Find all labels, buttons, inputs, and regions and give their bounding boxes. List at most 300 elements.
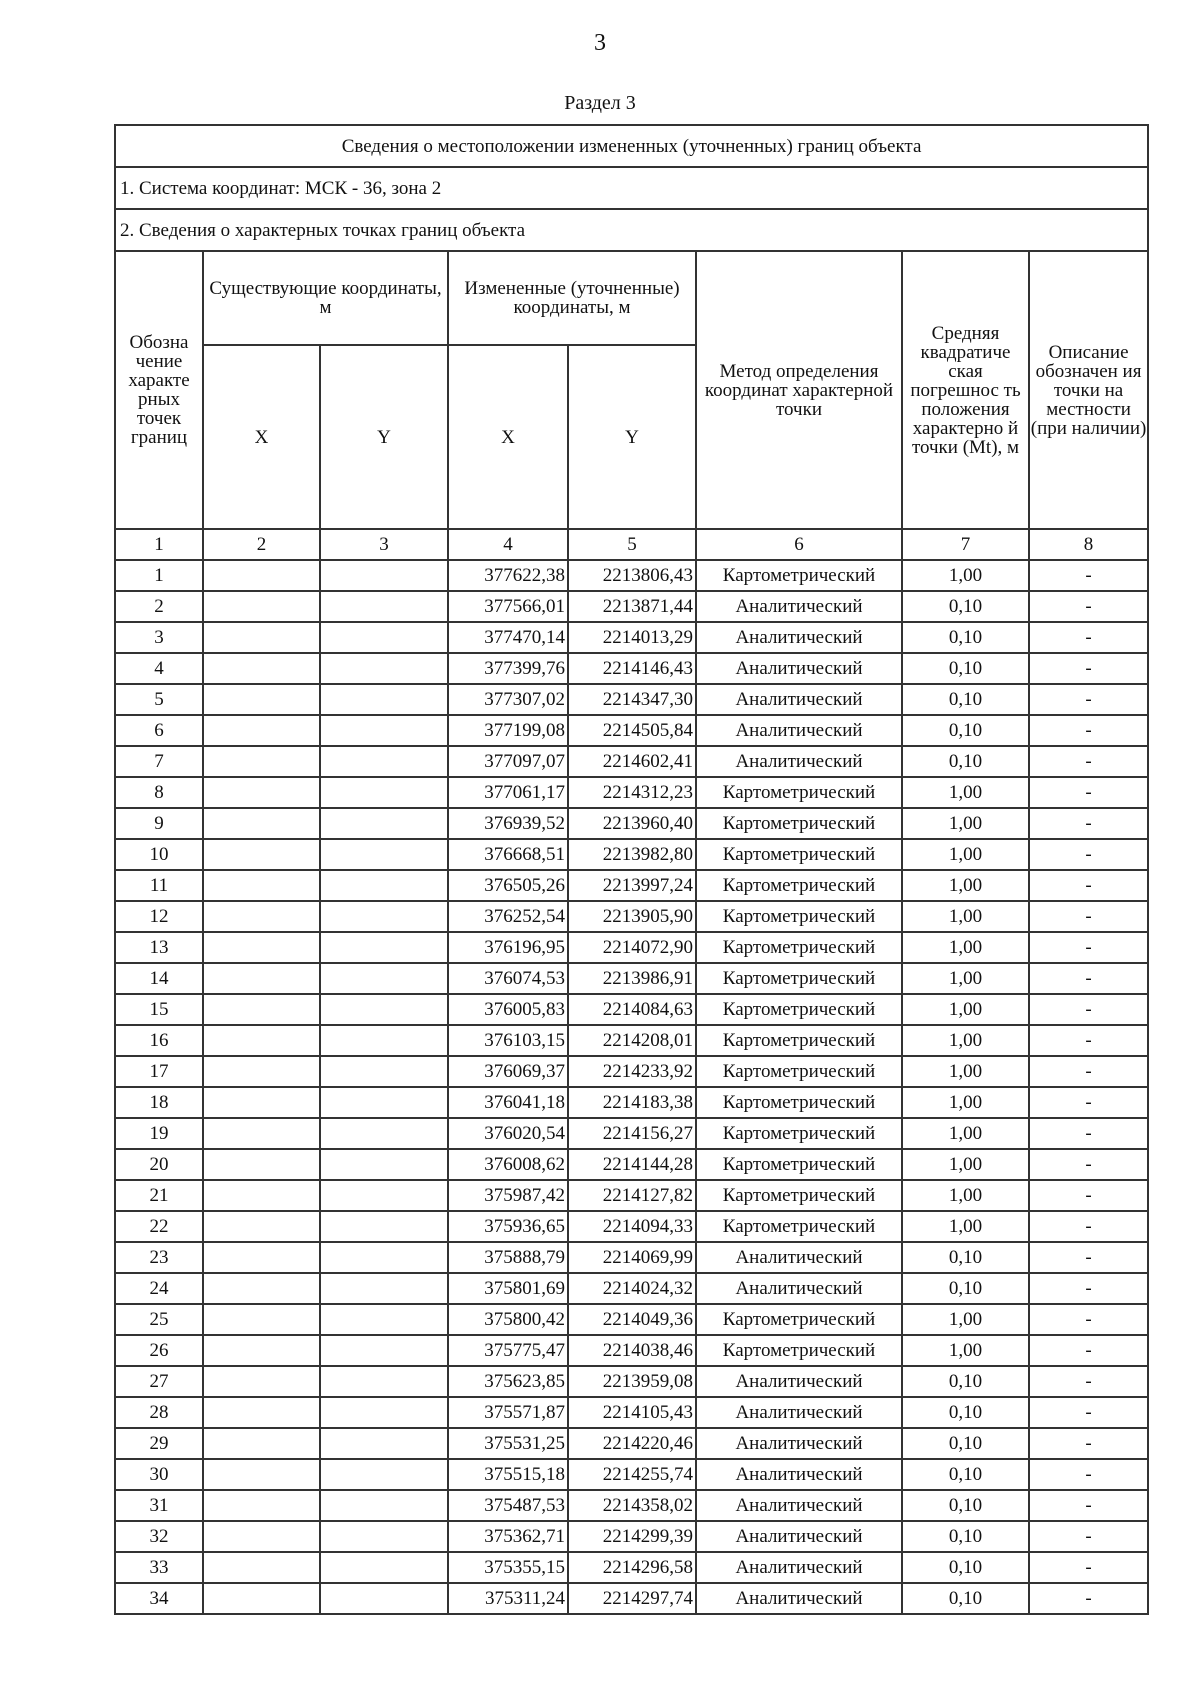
point-number-cell: 3 [115, 622, 203, 653]
description-cell: - [1029, 901, 1148, 932]
point-number-cell: 9 [115, 808, 203, 839]
point-number-cell: 29 [115, 1428, 203, 1459]
method-cell: Аналитический [696, 684, 902, 715]
table-row [115, 560, 1148, 591]
boundary-points-table [114, 124, 1149, 1615]
changed-x-cell: 376074,53 [448, 963, 568, 994]
description-cell: - [1029, 1087, 1148, 1118]
existing-x-cell [203, 653, 320, 684]
mean-square-error-cell: 1,00 [902, 1304, 1029, 1335]
existing-x-cell [203, 1273, 320, 1304]
method-cell: Аналитический [696, 1366, 902, 1397]
point-number-cell: 25 [115, 1304, 203, 1335]
point-number-cell: 12 [115, 901, 203, 932]
existing-y-cell [320, 1242, 448, 1273]
method-cell: Картометрический [696, 932, 902, 963]
existing-x-cell [203, 1583, 320, 1614]
changed-x-cell: 377622,38 [448, 560, 568, 591]
changed-y-cell: 2214296,58 [568, 1552, 696, 1583]
existing-x-cell [203, 560, 320, 591]
point-number-cell: 15 [115, 994, 203, 1025]
changed-y-cell: 2214208,01 [568, 1025, 696, 1056]
header-description: Описание обозначен ия точки на местности (при наличии) [1029, 251, 1148, 529]
description-cell: - [1029, 622, 1148, 653]
mean-square-error-cell: 0,10 [902, 1397, 1029, 1428]
mean-square-error-cell: 1,00 [902, 1211, 1029, 1242]
changed-x-cell: 376939,52 [448, 808, 568, 839]
table-row [115, 1521, 1148, 1552]
mean-square-error-cell: 1,00 [902, 1149, 1029, 1180]
method-cell: Картометрический [696, 1335, 902, 1366]
description-cell: - [1029, 870, 1148, 901]
description-cell: - [1029, 839, 1148, 870]
mean-square-error-cell: 1,00 [902, 777, 1029, 808]
column-number: 8 [1029, 529, 1148, 560]
changed-y-cell: 2214358,02 [568, 1490, 696, 1521]
method-cell: Картометрический [696, 1056, 902, 1087]
point-number-cell: 14 [115, 963, 203, 994]
existing-x-cell [203, 1242, 320, 1273]
table-row [115, 746, 1148, 777]
point-number-cell: 2 [115, 591, 203, 622]
existing-y-cell [320, 932, 448, 963]
changed-x-cell: 375800,42 [448, 1304, 568, 1335]
changed-y-cell: 2214144,28 [568, 1149, 696, 1180]
changed-y-cell: 2214127,82 [568, 1180, 696, 1211]
table-title: Сведения о местоположении измененных (уточненных) границ объекта [115, 125, 1148, 167]
mean-square-error-cell: 0,10 [902, 591, 1029, 622]
mean-square-error-cell: 1,00 [902, 870, 1029, 901]
mean-square-error-cell: 0,10 [902, 1273, 1029, 1304]
mean-square-error-cell: 1,00 [902, 994, 1029, 1025]
method-cell: Картометрический [696, 1304, 902, 1335]
mean-square-error-cell: 1,00 [902, 1025, 1029, 1056]
existing-y-cell [320, 870, 448, 901]
table-row [115, 1428, 1148, 1459]
changed-y-cell: 2214255,74 [568, 1459, 696, 1490]
description-cell: - [1029, 1056, 1148, 1087]
existing-y-cell [320, 1025, 448, 1056]
existing-y-cell [320, 560, 448, 591]
existing-y-cell [320, 1521, 448, 1552]
changed-y-cell: 2213871,44 [568, 591, 696, 622]
mean-square-error-cell: 1,00 [902, 1118, 1029, 1149]
table-row [115, 1118, 1148, 1149]
method-cell: Аналитический [696, 591, 902, 622]
existing-y-cell [320, 1087, 448, 1118]
changed-x-cell: 376668,51 [448, 839, 568, 870]
table-row [115, 994, 1148, 1025]
changed-x-cell: 375936,65 [448, 1211, 568, 1242]
mean-square-error-cell: 0,10 [902, 684, 1029, 715]
changed-y-cell: 2214013,29 [568, 622, 696, 653]
changed-x-cell: 376196,95 [448, 932, 568, 963]
existing-x-cell [203, 777, 320, 808]
existing-y-cell [320, 1056, 448, 1087]
existing-y-cell [320, 1490, 448, 1521]
existing-y-cell [320, 715, 448, 746]
changed-x-cell: 375775,47 [448, 1335, 568, 1366]
existing-y-cell [320, 901, 448, 932]
existing-x-cell [203, 684, 320, 715]
table-row [115, 1149, 1148, 1180]
changed-x-cell: 377199,08 [448, 715, 568, 746]
existing-y-cell [320, 1459, 448, 1490]
changed-x-cell: 375515,18 [448, 1459, 568, 1490]
table-row [115, 622, 1148, 653]
existing-x-cell [203, 1211, 320, 1242]
changed-x-cell: 375487,53 [448, 1490, 568, 1521]
table-row [115, 1087, 1148, 1118]
changed-x-cell: 376103,15 [448, 1025, 568, 1056]
point-number-cell: 20 [115, 1149, 203, 1180]
method-cell: Аналитический [696, 1490, 902, 1521]
table-row [115, 715, 1148, 746]
changed-y-cell: 2214146,43 [568, 653, 696, 684]
existing-x-cell [203, 932, 320, 963]
description-cell: - [1029, 994, 1148, 1025]
mean-square-error-cell: 1,00 [902, 901, 1029, 932]
point-number-cell: 16 [115, 1025, 203, 1056]
method-cell: Картометрический [696, 1211, 902, 1242]
method-cell: Аналитический [696, 653, 902, 684]
changed-x-cell: 375987,42 [448, 1180, 568, 1211]
method-cell: Аналитический [696, 1552, 902, 1583]
changed-x-cell: 375311,24 [448, 1583, 568, 1614]
existing-x-cell [203, 715, 320, 746]
point-number-cell: 30 [115, 1459, 203, 1490]
description-cell: - [1029, 1118, 1148, 1149]
description-cell: - [1029, 1273, 1148, 1304]
changed-x-cell: 375571,87 [448, 1397, 568, 1428]
method-cell: Аналитический [696, 1428, 902, 1459]
existing-y-cell [320, 1397, 448, 1428]
table-row [115, 870, 1148, 901]
mean-square-error-cell: 0,10 [902, 622, 1029, 653]
points-heading: 2. Сведения о характерных точках границ объекта [115, 209, 1148, 251]
table-row [115, 1273, 1148, 1304]
point-number-cell: 11 [115, 870, 203, 901]
changed-y-cell: 2214602,41 [568, 746, 696, 777]
changed-y-cell: 2214505,84 [568, 715, 696, 746]
changed-x-cell: 377470,14 [448, 622, 568, 653]
changed-y-cell: 2213905,90 [568, 901, 696, 932]
table-row [115, 1459, 1148, 1490]
existing-y-cell [320, 1211, 448, 1242]
changed-y-cell: 2214038,46 [568, 1335, 696, 1366]
table-row [115, 1490, 1148, 1521]
existing-x-cell [203, 1304, 320, 1335]
description-cell: - [1029, 1490, 1148, 1521]
description-cell: - [1029, 560, 1148, 591]
description-cell: - [1029, 963, 1148, 994]
description-cell: - [1029, 591, 1148, 622]
table-row [115, 1180, 1148, 1211]
existing-y-cell [320, 1118, 448, 1149]
changed-y-cell: 2214312,23 [568, 777, 696, 808]
changed-y-cell: 2214183,38 [568, 1087, 696, 1118]
existing-y-cell [320, 1304, 448, 1335]
point-number-cell: 7 [115, 746, 203, 777]
method-cell: Картометрический [696, 994, 902, 1025]
mean-square-error-cell: 1,00 [902, 839, 1029, 870]
table-row [115, 1211, 1148, 1242]
description-cell: - [1029, 808, 1148, 839]
description-cell: - [1029, 932, 1148, 963]
description-cell: - [1029, 1583, 1148, 1614]
existing-y-cell [320, 684, 448, 715]
point-number-cell: 21 [115, 1180, 203, 1211]
mean-square-error-cell: 1,00 [902, 808, 1029, 839]
changed-x-cell: 376252,54 [448, 901, 568, 932]
header-existing-x: X [203, 345, 320, 529]
existing-y-cell [320, 746, 448, 777]
mean-square-error-cell: 1,00 [902, 1335, 1029, 1366]
column-number: 4 [448, 529, 568, 560]
existing-y-cell [320, 591, 448, 622]
point-number-cell: 19 [115, 1118, 203, 1149]
existing-x-cell [203, 1552, 320, 1583]
description-cell: - [1029, 1304, 1148, 1335]
existing-y-cell [320, 777, 448, 808]
point-number-cell: 33 [115, 1552, 203, 1583]
existing-x-cell [203, 1149, 320, 1180]
column-number: 7 [902, 529, 1029, 560]
mean-square-error-cell: 0,10 [902, 1583, 1029, 1614]
mean-square-error-cell: 1,00 [902, 1087, 1029, 1118]
changed-y-cell: 2214049,36 [568, 1304, 696, 1335]
method-cell: Картометрический [696, 901, 902, 932]
header-changed-coordinates: Измененные (уточненные) координаты, м [448, 251, 696, 345]
changed-x-cell: 376505,26 [448, 870, 568, 901]
changed-y-cell: 2214094,33 [568, 1211, 696, 1242]
changed-y-cell: 2214156,27 [568, 1118, 696, 1149]
point-number-cell: 4 [115, 653, 203, 684]
description-cell: - [1029, 1335, 1148, 1366]
header-changed-y: Y [568, 345, 696, 529]
table-row [115, 1335, 1148, 1366]
existing-x-cell [203, 1056, 320, 1087]
changed-x-cell: 375801,69 [448, 1273, 568, 1304]
description-cell: - [1029, 1025, 1148, 1056]
mean-square-error-cell: 1,00 [902, 932, 1029, 963]
page-number: 3 [594, 30, 606, 56]
point-number-cell: 6 [115, 715, 203, 746]
mean-square-error-cell: 0,10 [902, 653, 1029, 684]
header-designation: Обозна чение характе рных точек границ [115, 251, 203, 529]
method-cell: Картометрический [696, 808, 902, 839]
existing-x-cell [203, 994, 320, 1025]
table-row [115, 777, 1148, 808]
existing-y-cell [320, 808, 448, 839]
existing-y-cell [320, 1149, 448, 1180]
table-row [115, 591, 1148, 622]
point-number-cell: 27 [115, 1366, 203, 1397]
changed-x-cell: 377097,07 [448, 746, 568, 777]
description-cell: - [1029, 653, 1148, 684]
table-row [115, 808, 1148, 839]
changed-y-cell: 2214069,99 [568, 1242, 696, 1273]
method-cell: Картометрический [696, 1025, 902, 1056]
changed-x-cell: 375355,15 [448, 1552, 568, 1583]
existing-y-cell [320, 1335, 448, 1366]
table-row [115, 653, 1148, 684]
mean-square-error-cell: 0,10 [902, 1242, 1029, 1273]
existing-x-cell [203, 963, 320, 994]
table-row [115, 1025, 1148, 1056]
changed-y-cell: 2214347,30 [568, 684, 696, 715]
header-existing-coordinates: Существующие координаты, м [203, 251, 448, 345]
mean-square-error-cell: 1,00 [902, 963, 1029, 994]
method-cell: Аналитический [696, 1397, 902, 1428]
changed-y-cell: 2213982,80 [568, 839, 696, 870]
point-number-cell: 13 [115, 932, 203, 963]
column-number: 3 [320, 529, 448, 560]
description-cell: - [1029, 777, 1148, 808]
header-existing-y: Y [320, 345, 448, 529]
method-cell: Картометрический [696, 870, 902, 901]
table-row [115, 1242, 1148, 1273]
existing-x-cell [203, 1025, 320, 1056]
changed-y-cell: 2213960,40 [568, 808, 696, 839]
column-number: 2 [203, 529, 320, 560]
method-cell: Аналитический [696, 1242, 902, 1273]
description-cell: - [1029, 1552, 1148, 1583]
existing-y-cell [320, 1428, 448, 1459]
method-cell: Аналитический [696, 715, 902, 746]
changed-x-cell: 375531,25 [448, 1428, 568, 1459]
existing-x-cell [203, 901, 320, 932]
method-cell: Аналитический [696, 1583, 902, 1614]
description-cell: - [1029, 1428, 1148, 1459]
table-row [115, 932, 1148, 963]
existing-x-cell [203, 839, 320, 870]
coordinate-system: 1. Система координат: МСК - 36, зона 2 [115, 167, 1148, 209]
method-cell: Аналитический [696, 1459, 902, 1490]
method-cell: Картометрический [696, 560, 902, 591]
changed-x-cell: 377307,02 [448, 684, 568, 715]
existing-x-cell [203, 870, 320, 901]
point-number-cell: 24 [115, 1273, 203, 1304]
existing-y-cell [320, 963, 448, 994]
changed-y-cell: 2213997,24 [568, 870, 696, 901]
section-label: Раздел 3 [564, 92, 636, 114]
table-row [115, 839, 1148, 870]
existing-y-cell [320, 1273, 448, 1304]
mean-square-error-cell: 0,10 [902, 1366, 1029, 1397]
existing-y-cell [320, 994, 448, 1025]
method-cell: Картометрический [696, 963, 902, 994]
existing-x-cell [203, 591, 320, 622]
existing-x-cell [203, 1428, 320, 1459]
existing-y-cell [320, 839, 448, 870]
description-cell: - [1029, 1211, 1148, 1242]
existing-y-cell [320, 1366, 448, 1397]
table-row [115, 1397, 1148, 1428]
mean-square-error-cell: 0,10 [902, 715, 1029, 746]
changed-x-cell: 377566,01 [448, 591, 568, 622]
existing-x-cell [203, 746, 320, 777]
existing-x-cell [203, 1521, 320, 1552]
existing-y-cell [320, 622, 448, 653]
changed-y-cell: 2214233,92 [568, 1056, 696, 1087]
point-number-cell: 18 [115, 1087, 203, 1118]
changed-y-cell: 2213806,43 [568, 560, 696, 591]
existing-y-cell [320, 653, 448, 684]
description-cell: - [1029, 684, 1148, 715]
point-number-cell: 28 [115, 1397, 203, 1428]
mean-square-error-cell: 1,00 [902, 1180, 1029, 1211]
method-cell: Картометрический [696, 1149, 902, 1180]
method-cell: Картометрический [696, 777, 902, 808]
existing-x-cell [203, 1366, 320, 1397]
mean-square-error-cell: 1,00 [902, 1056, 1029, 1087]
description-cell: - [1029, 1180, 1148, 1211]
header-changed-x: X [448, 345, 568, 529]
column-number-row [115, 529, 1148, 560]
existing-y-cell [320, 1552, 448, 1583]
changed-x-cell: 376041,18 [448, 1087, 568, 1118]
mean-square-error-cell: 1,00 [902, 560, 1029, 591]
description-cell: - [1029, 1459, 1148, 1490]
mean-square-error-cell: 0,10 [902, 1521, 1029, 1552]
table-row [115, 1583, 1148, 1614]
existing-x-cell [203, 1335, 320, 1366]
point-number-cell: 31 [115, 1490, 203, 1521]
table-row [115, 684, 1148, 715]
table-row [115, 1366, 1148, 1397]
description-cell: - [1029, 1242, 1148, 1273]
changed-x-cell: 376005,83 [448, 994, 568, 1025]
mean-square-error-cell: 0,10 [902, 1459, 1029, 1490]
point-number-cell: 1 [115, 560, 203, 591]
point-number-cell: 23 [115, 1242, 203, 1273]
changed-x-cell: 376008,62 [448, 1149, 568, 1180]
changed-x-cell: 375623,85 [448, 1366, 568, 1397]
point-number-cell: 17 [115, 1056, 203, 1087]
changed-x-cell: 376069,37 [448, 1056, 568, 1087]
existing-x-cell [203, 1087, 320, 1118]
table-row [115, 1304, 1148, 1335]
point-number-cell: 26 [115, 1335, 203, 1366]
mean-square-error-cell: 0,10 [902, 1428, 1029, 1459]
description-cell: - [1029, 1366, 1148, 1397]
table-row [115, 963, 1148, 994]
point-number-cell: 32 [115, 1521, 203, 1552]
changed-y-cell: 2214105,43 [568, 1397, 696, 1428]
changed-y-cell: 2214072,90 [568, 932, 696, 963]
changed-y-cell: 2213986,91 [568, 963, 696, 994]
description-cell: - [1029, 1149, 1148, 1180]
method-cell: Аналитический [696, 622, 902, 653]
method-cell: Картометрический [696, 1087, 902, 1118]
existing-y-cell [320, 1583, 448, 1614]
method-cell: Аналитический [696, 746, 902, 777]
method-cell: Картометрический [696, 1180, 902, 1211]
method-cell: Картометрический [696, 839, 902, 870]
description-cell: - [1029, 715, 1148, 746]
existing-y-cell [320, 1180, 448, 1211]
description-cell: - [1029, 1521, 1148, 1552]
existing-x-cell [203, 1490, 320, 1521]
changed-x-cell: 375362,71 [448, 1521, 568, 1552]
point-number-cell: 8 [115, 777, 203, 808]
header-method: Метод определения координат характерной точки [696, 251, 902, 529]
table-row [115, 1056, 1148, 1087]
description-cell: - [1029, 1397, 1148, 1428]
mean-square-error-cell: 0,10 [902, 1490, 1029, 1521]
point-number-cell: 22 [115, 1211, 203, 1242]
